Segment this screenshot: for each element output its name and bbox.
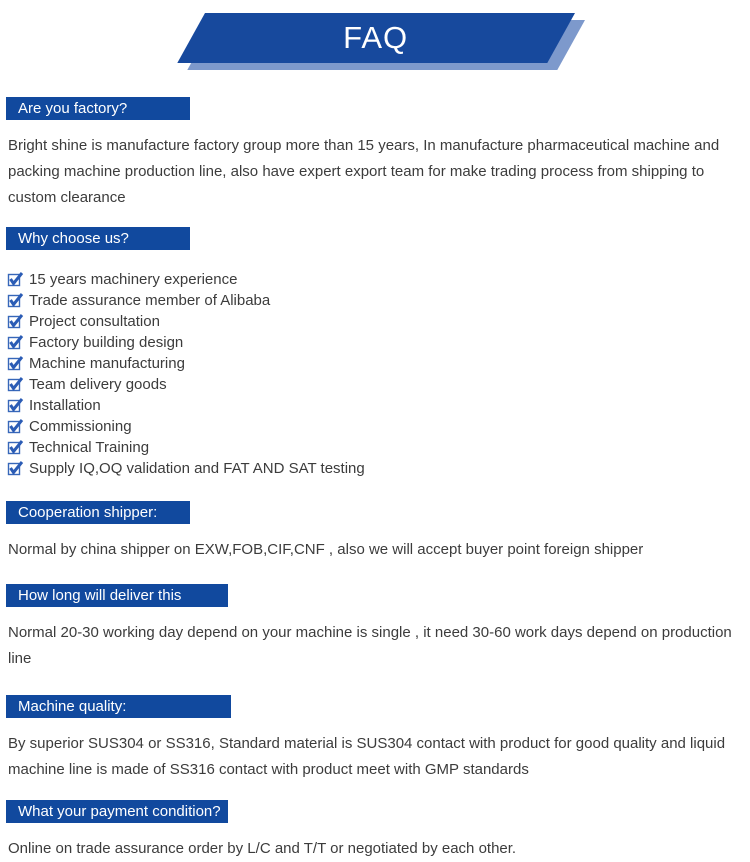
checked-checkbox-icon (7, 335, 24, 350)
section-title-why-choose-us: Why choose us? (6, 227, 190, 250)
list-item-label: Team delivery goods (29, 376, 167, 393)
list-item-label: Factory building design (29, 334, 184, 351)
section-body-machine-quality: By superior SUS304 or SS316, Standard material is SUS304 contact with product for good quality and liquid machine line is made of SS316 contact with product meet with GMP standards (8, 735, 726, 778)
list-item (7, 416, 750, 437)
list-item-label: Project consultation (29, 313, 160, 330)
section-body-cooperation-shipper: Normal by china shipper on EXW,FOB,CIF,CNF , also we will accept buyer point foreign shipper (8, 541, 644, 558)
faq-banner-title: FAQ (343, 20, 409, 55)
list-item-label: Technical Training (29, 439, 150, 456)
section-title-cooperation-shipper: Cooperation shipper: (6, 501, 190, 524)
section-body-payment-condition: Online on trade assurance order by L/C and T/T or negotiated by each other. (8, 840, 517, 857)
checked-checkbox-icon (7, 461, 24, 476)
checked-checkbox-icon (7, 293, 24, 308)
list-item-label: Trade assurance member of Alibaba (29, 292, 271, 309)
section-title-delivery-time: How long will deliver this goods? (6, 584, 228, 607)
checked-checkbox-icon (7, 398, 24, 413)
list-item (7, 332, 750, 353)
list-item (7, 290, 750, 311)
checked-checkbox-icon (7, 440, 24, 455)
list-item-label: Machine manufacturing (29, 355, 185, 372)
checked-checkbox-icon (7, 272, 24, 287)
list-item-label: 15 years machinery experience (29, 271, 238, 288)
list-item (7, 437, 750, 458)
checked-checkbox-icon (7, 419, 24, 434)
list-item (7, 374, 750, 395)
list-item-label: Commissioning (29, 418, 132, 435)
section-title-machine-quality: Machine quality: (6, 695, 231, 718)
list-item (7, 353, 750, 374)
checked-checkbox-icon (7, 356, 24, 371)
checked-checkbox-icon (7, 377, 24, 392)
list-item-label: Supply IQ,OQ validation and FAT AND SAT testing (29, 460, 365, 477)
section-body-delivery-time: Normal 20-30 working day depend on your machine is single , it need 30-60 work days depend on production line (8, 624, 732, 667)
list-item (7, 311, 750, 332)
list-item (7, 395, 750, 416)
list-item (7, 269, 750, 290)
section-title-are-you-factory: Are you factory? (6, 97, 190, 120)
list-item-label: Installation (29, 397, 101, 414)
faq-banner-main (177, 13, 575, 63)
why-choose-us-checklist (0, 269, 750, 479)
list-item (7, 458, 750, 479)
checked-checkbox-icon (7, 314, 24, 329)
section-body-are-you-factory: Bright shine is manufacture factory group more than 15 years, In manufacture pharmaceutical machine and packing machine production line, also have expert export team for make trading process from shipping to custom clearance (8, 137, 720, 206)
faq-banner (0, 0, 750, 71)
section-title-payment-condition: What your payment condition? (6, 800, 228, 823)
